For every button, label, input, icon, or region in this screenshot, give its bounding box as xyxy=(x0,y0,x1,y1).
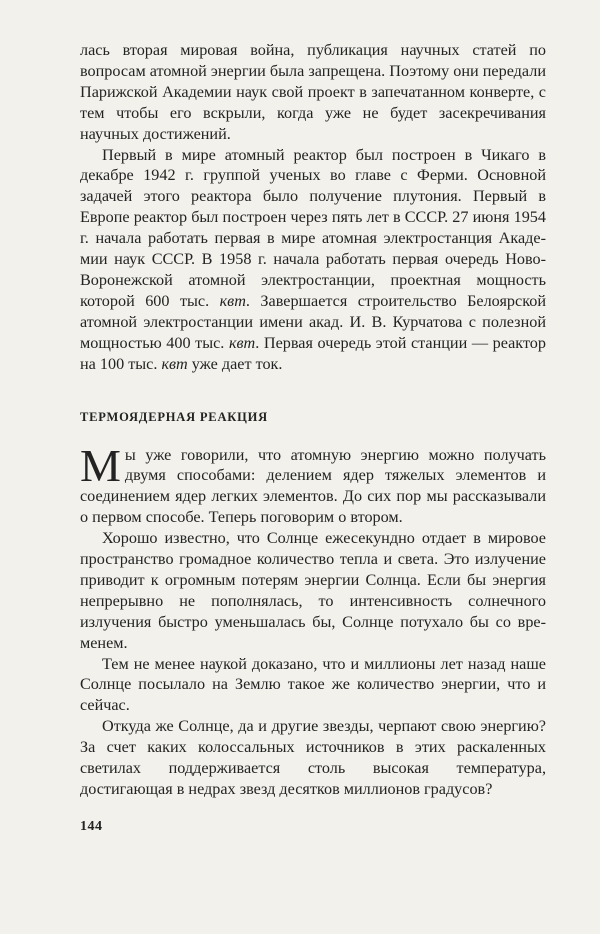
dropcap-paragraph-text: ы уже говорили, что атомную энергию можно получать двумя способами: делением ядер тяжелых элементов и соединением ядер легких элементов. До сих пор мы рассказывали о первом способе. Теперь поговорим о втором. xyxy=(80,445,546,527)
reactor-text-4: уже дает ток. xyxy=(187,354,283,373)
section-spacer xyxy=(80,375,546,407)
page-number: 144 xyxy=(80,819,103,834)
drop-cap-letter: М xyxy=(80,439,121,491)
paragraph-intro: лась вторая мировая война, публикация научных статей по вопросам атомной энергии была запрещена. Поэтому они передали Парижской Академии наук свой проект в запечатанном конверте, с тем чтобы его вскрыли, когда уже не будет засекречивания научных достижений. xyxy=(80,41,546,143)
paragraph-millions-years: Тем не менее наукой доказано, что и миллионы лет назад наше Солнце посылало на Землю такое же количество энергии, что и сейчас. xyxy=(80,654,546,715)
paragraph-sun-radiation: Хорошо известно, что Солнце ежесекундно отдает в мировое пространство громадное количество тепла и света. Это излучение приводит к огромным потерям энергии Солнца. Если бы энергия непрерывно не пополнялась, то интенсивность солнечного излучения быстро уменьшалась бы, Солнце потухало бы со временем. xyxy=(80,529,546,652)
reactor-text-3: . Первая очередь этой станции — реактор на 100 тыс. xyxy=(80,333,546,373)
paragraph-dropcap xyxy=(80,439,546,529)
paragraph-reactor xyxy=(80,145,546,375)
unit-kvt-2: квт xyxy=(228,333,256,352)
reactor-text-1: Первый в мире атомный реактор был построен в Чикаго в декабре 1942 г. группой ученых во главе с Ферми. Основной задачей этого реактора было получение плутония. Первый в Европе реактор был построен через пять лет в СССР. 27 июня 1954 г. начала работать первая в мире атомная электростанция Академии наук СССР. В 1958 г. начала работать первая очередь Ново-Воронежской атомной электростанции, проектная мощность которой 600 тыс. xyxy=(80,145,546,310)
unit-kvt-1: квт xyxy=(219,291,246,310)
reactor-text-2: . Завершается строительство Белоярской атомной электростанции имени акад. И. В. Курчатова с полезной мощностью 400 тыс. xyxy=(80,291,546,352)
paragraph-stars-energy: Откуда же Солнце, да и другие звезды, черпают свою энергию? За счет каких колоссальных источников в этих раскаленных светилах поддерживается столь высокая температура, достигающая в недрах звезд десятков миллионов градусов? xyxy=(80,717,546,798)
unit-kvt-3: квт xyxy=(161,354,188,373)
section-heading: ТЕРМОЯДЕРНАЯ РЕАКЦИЯ xyxy=(80,409,269,424)
page-body xyxy=(80,40,546,800)
